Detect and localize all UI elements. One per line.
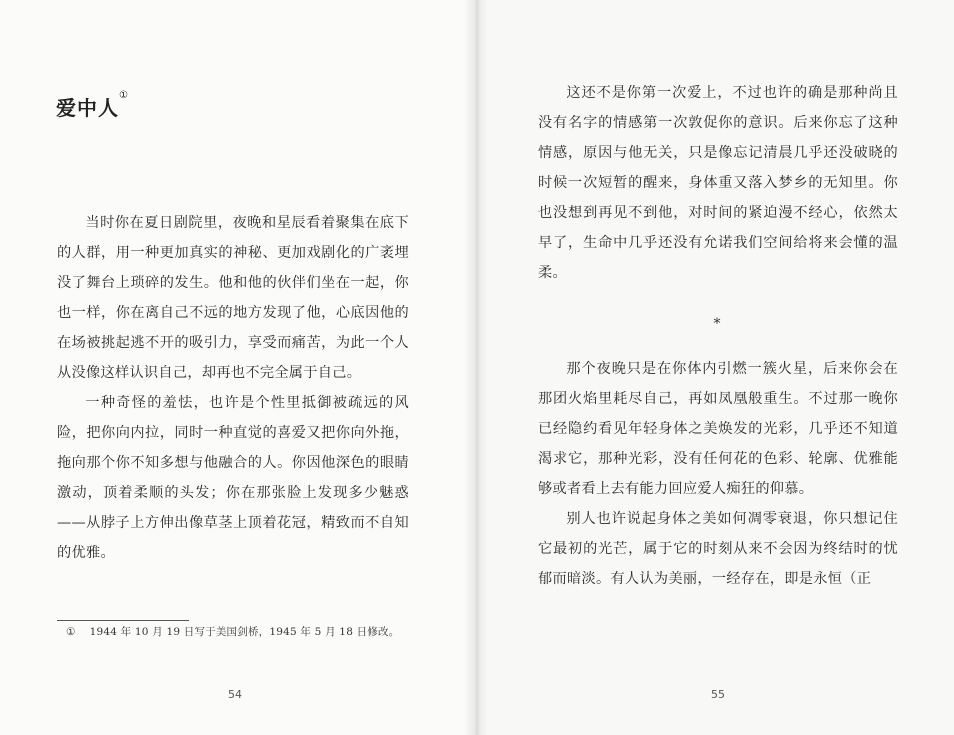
right-body-text-bottom bbox=[538, 354, 898, 594]
footnote-text: 1944 年 10 月 19 日写于美国剑桥，1945 年 5 月 18 日修改。 bbox=[89, 626, 400, 638]
title-footnote-marker: ① bbox=[119, 90, 129, 101]
chapter-title-text: 爱中人 bbox=[56, 96, 119, 120]
left-page bbox=[0, 0, 476, 735]
page-number-right: 55 bbox=[711, 688, 725, 701]
chapter-title bbox=[56, 92, 129, 121]
paragraph: 这还不是你第一次爱上，不过也许的确是那种尚且没有名字的情感第一次敦促你的意识。后来你忘了这种情感，原因与他无关，只是像忘记清晨几乎还没破晓的时候一次短暂的醒来，身体重又落入梦乡的无知里。你也没想到再见不到他，对时间的紧迫漫不经心，依然太早了，生命中几乎还没有允诺我们空间给将来会懂的温柔。 bbox=[538, 85, 898, 281]
book-gutter-shadow bbox=[464, 0, 488, 735]
footnote-divider bbox=[57, 620, 189, 621]
footnote bbox=[66, 624, 399, 639]
section-separator: * bbox=[713, 316, 721, 332]
paragraph: 一种奇怪的羞怯，也许是个性里抵御被疏远的风险，把你向内拉，同时一种直觉的喜爱又把你向外拖，拖向那个你不知多想与他融合的人。你因他深色的眼睛激动，顶着柔顺的头发；你在那张脸上发现多少魅惑——从脖子上方伸出像草茎上顶着花冠，精致而不自知的优雅。 bbox=[57, 395, 409, 561]
page-number-left: 54 bbox=[228, 688, 242, 701]
footnote-marker: ① bbox=[66, 626, 76, 638]
paragraph: 当时你在夏日剧院里，夜晚和星辰看着聚集在底下的人群，用一种更加真实的神秘、更加戏剧化的广袤埋没了舞台上琐碎的发生。他和他的伙伴们坐在一起，你也一样，你在离自己不远的地方发现了他，心底因他的在场被挑起逃不开的吸引力，享受而痛苦，为此一个人从没像这样认识自己，却再也不完全属于自己。 bbox=[57, 215, 409, 381]
paragraph: 别人也许说起身体之美如何凋零衰退，你只想记住它最初的光芒，属于它的时刻从来不会因为终结时的忧郁而暗淡。有人认为美丽，一经存在，即是永恒（正 bbox=[538, 511, 898, 587]
paragraph: 那个夜晚只是在你体内引燃一簇火星，后来你会在那团火焰里耗尽自己，再如凤凰般重生。不过那一晚你已经隐约看见年轻身体之美焕发的光彩，几乎还不知道渴求它，那种光彩，没有任何花的色彩、轮廓、优雅能够或者看上去有能力回应爱人痴狂的仰慕。 bbox=[538, 361, 898, 497]
right-body-text-top bbox=[538, 78, 898, 288]
left-body-text bbox=[57, 208, 409, 568]
